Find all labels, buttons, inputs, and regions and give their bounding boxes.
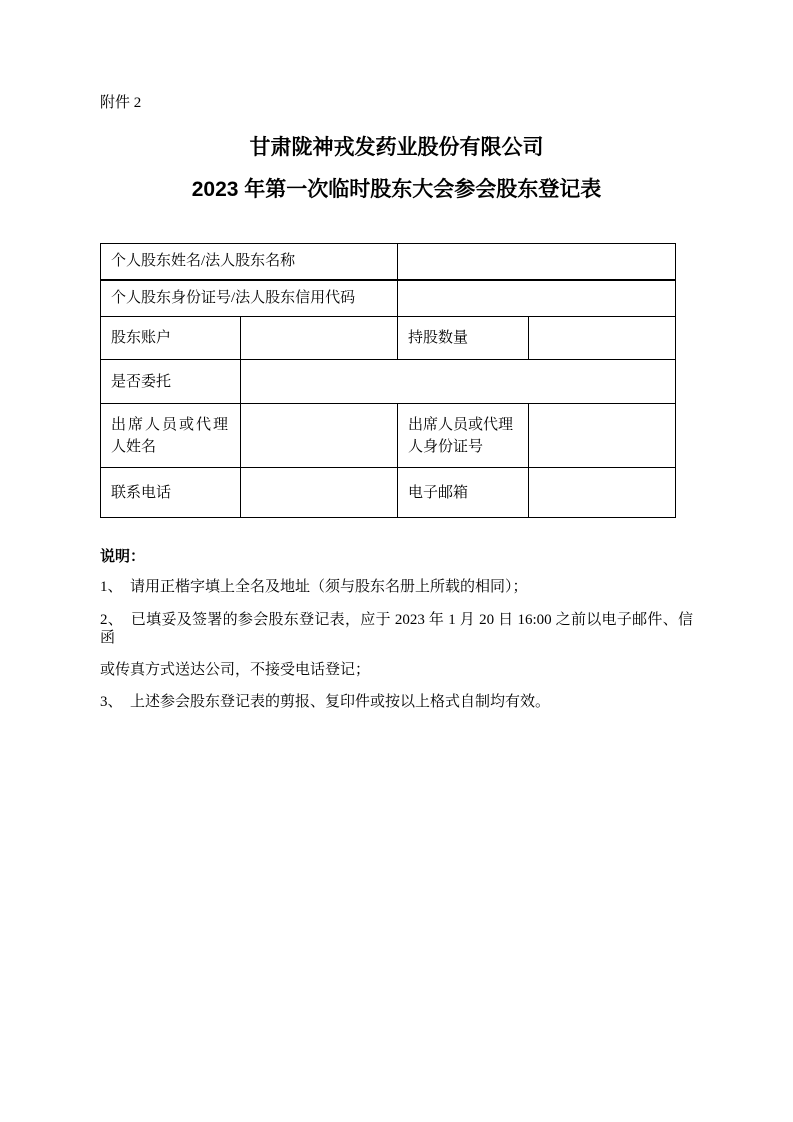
table-row-id-number — [101, 280, 676, 317]
value-shares-held — [529, 317, 676, 360]
note-item-2-line1: 2、 已填妥及签署的参会股东登记表，应于 2023 年 1 月 20 日 16:00 之前以电子邮件、信函 — [100, 612, 693, 646]
label-shares-held: 持股数量 — [398, 317, 529, 360]
label-attendee-id-line1: 出席人员或代理 — [408, 416, 514, 433]
value-attendee-name — [241, 404, 398, 468]
label-phone: 联系电话 — [101, 468, 241, 518]
company-title: 甘肃陇神戎发药业股份有限公司 — [249, 136, 544, 159]
value-phone — [241, 468, 398, 518]
label-attendee-id-line2: 人身份证号 — [408, 438, 484, 455]
label-id-number: 个人股东身份证号/法人股东信用代码 — [101, 280, 398, 317]
label-is-proxy: 是否委托 — [101, 360, 241, 404]
notes-section — [100, 548, 693, 711]
value-shareholder-account — [241, 317, 398, 360]
value-shareholder-name — [398, 244, 676, 280]
label-attendee-name — [101, 404, 241, 468]
label-attendee-id — [398, 404, 529, 468]
value-id-number — [398, 280, 676, 317]
form-title: 2023 年第一次临时股东大会参会股东登记表 — [191, 178, 602, 201]
label-email: 电子邮箱 — [398, 468, 529, 518]
shareholder-registration-table — [100, 243, 676, 518]
value-email — [529, 468, 676, 518]
label-shareholder-name: 个人股东姓名/法人股东名称 — [101, 244, 398, 280]
table-row-attendee — [101, 404, 676, 468]
table-row-account-shares — [101, 317, 676, 360]
table-row-shareholder-name — [101, 244, 676, 280]
note-item-3: 3、 上述参会股东登记表的剪报、复印件或按以上格式自制均有效。 — [100, 694, 551, 710]
label-attendee-name-line1: 出席人员或代理 — [111, 416, 231, 433]
note-item-2-line2: 或传真方式送达公司，不接受电话登记； — [100, 662, 371, 678]
value-attendee-id — [529, 404, 676, 468]
notes-heading: 说明： — [100, 548, 146, 565]
attachment-label: 附件 2 — [100, 95, 142, 111]
value-is-proxy — [241, 360, 676, 404]
table-row-contact — [101, 468, 676, 518]
table-row-proxy — [101, 360, 676, 404]
note-item-1: 1、 请用正楷字填上全名及地址（须与股东名册上所载的相同）； — [100, 579, 528, 595]
label-attendee-name-line2: 人姓名 — [111, 438, 157, 455]
label-shareholder-account: 股东账户 — [101, 317, 241, 360]
